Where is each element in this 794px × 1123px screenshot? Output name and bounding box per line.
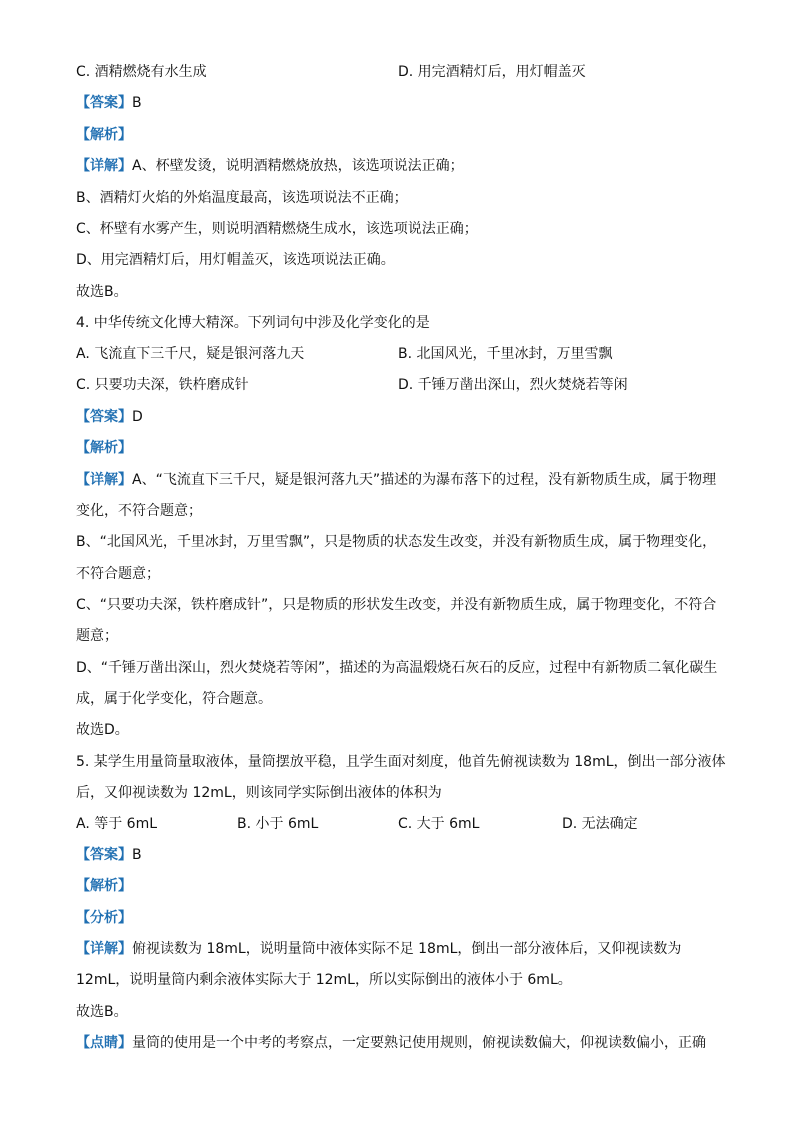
q5-detail-2: 12mL，说明量筒内剩余液体实际大于 12mL，所以实际倒出的液体小于 6mL。: [76, 972, 572, 988]
q3-option-d: D. 用完酒精灯后，用灯帽盖灭: [398, 64, 586, 80]
q4-detail-4a: D、“千锤万凿出深山，烈火焚烧若等闲”，描述的为高温煅烧石灰石的反应，过程中有新物质二氧化碳生: [76, 660, 718, 676]
q4-detail-2a: B、“北国风光，千里冰封，万里雪飘”，只是物质的状态发生改变，并没有新物质生成，属于物理变化，: [76, 534, 717, 550]
detail-text: 俯视读数为 18mL，说明量筒中液体实际不足 18mL，倒出一部分液体后，又仰视读数为: [132, 941, 682, 957]
q5-comment: [76, 1033, 736, 1053]
q3-detail-4: D、用完酒精灯后，用灯帽盖灭，该选项说法正确。: [76, 252, 395, 268]
q5-option-d: D. 无法确定: [562, 816, 638, 832]
q5-option-a: A. 等于 6mL: [76, 816, 158, 832]
answer-label: 【答案】: [76, 95, 132, 111]
q5-option-c: C. 大于 6mL: [398, 816, 480, 832]
q3-answer: [76, 93, 736, 113]
q3-option-c: C. 酒精燃烧有水生成: [76, 64, 207, 80]
q4-conclusion: 故选D。: [76, 722, 129, 738]
comment-label: 【点睛】: [76, 1035, 132, 1051]
q4-detail-3a: C、“只要功夫深，铁杵磨成针”，只是物质的形状发生改变，并没有新物质生成，属于物理变化，不符合: [76, 597, 717, 613]
answer-value: D: [132, 409, 143, 425]
answer-value: B: [132, 847, 142, 863]
detail-label: 【详解】: [76, 158, 132, 174]
q4-option-c: C. 只要功夫深，铁杵磨成针: [76, 377, 249, 393]
detail-text: A、杯壁发烫，说明酒精燃烧放热，该选项说法正确；: [132, 158, 464, 174]
answer-value: B: [132, 95, 142, 111]
q5-stem-line-2: 后，又仰视读数为 12mL，则该同学实际倒出液体的体积为: [76, 785, 442, 801]
q3-detail-2: B、酒精灯火焰的外焰温度最高，该选项说法不正确；: [76, 190, 408, 206]
q4-option-b: B. 北国风光，千里冰封，万里雪飘: [398, 346, 613, 362]
q4-option-d: D. 千锤万凿出深山，烈火焚烧若等闲: [398, 377, 628, 393]
q3-analysis-label: 【解析】: [76, 127, 132, 143]
q5-detail-1: [76, 939, 736, 959]
q5-option-b: B. 小于 6mL: [237, 816, 319, 832]
q5-conclusion: 故选B。: [76, 1004, 128, 1020]
q4-detail-3b: 题意；: [76, 628, 118, 644]
q4-stem: 4. 中华传统文化博大精深。下列词句中涉及化学变化的是: [76, 315, 430, 331]
q4-detail-1a: [76, 470, 736, 490]
answer-label: 【答案】: [76, 847, 132, 863]
comment-text: 量筒的使用是一个中考的考察点，一定要熟记使用规则，俯视读数偏大，仰视读数偏小，正确: [132, 1035, 706, 1051]
detail-text: A、“飞流直下三千尺，疑是银河落九天”描述的为瀑布落下的过程，没有新物质生成，属于物理: [132, 472, 717, 488]
q4-answer: [76, 407, 736, 427]
q5-analysis-label: 【解析】: [76, 878, 132, 894]
q4-analysis-label: 【解析】: [76, 440, 132, 456]
q5-fenxi-label: 【分析】: [76, 910, 132, 926]
q3-conclusion: 故选B。: [76, 284, 128, 300]
q3-detail-1: [76, 156, 736, 176]
q5-answer: [76, 845, 736, 865]
q5-stem-line-1: 5. 某学生用量筒量取液体，量筒摆放平稳，且学生面对刻度，他首先俯视读数为 18mL，倒出一部分液体: [76, 754, 726, 770]
q4-detail-2b: 不符合题意；: [76, 566, 160, 582]
detail-label: 【详解】: [76, 941, 132, 957]
answer-label: 【答案】: [76, 409, 132, 425]
q3-detail-3: C、杯壁有水雾产生，则说明酒精燃烧生成水，该选项说法正确；: [76, 221, 478, 237]
q4-option-a: A. 飞流直下三千尺，疑是银河落九天: [76, 346, 305, 362]
q4-detail-1b: 变化，不符合题意；: [76, 503, 202, 519]
q4-detail-4b: 成，属于化学变化，符合题意。: [76, 691, 272, 707]
detail-label: 【详解】: [76, 472, 132, 488]
